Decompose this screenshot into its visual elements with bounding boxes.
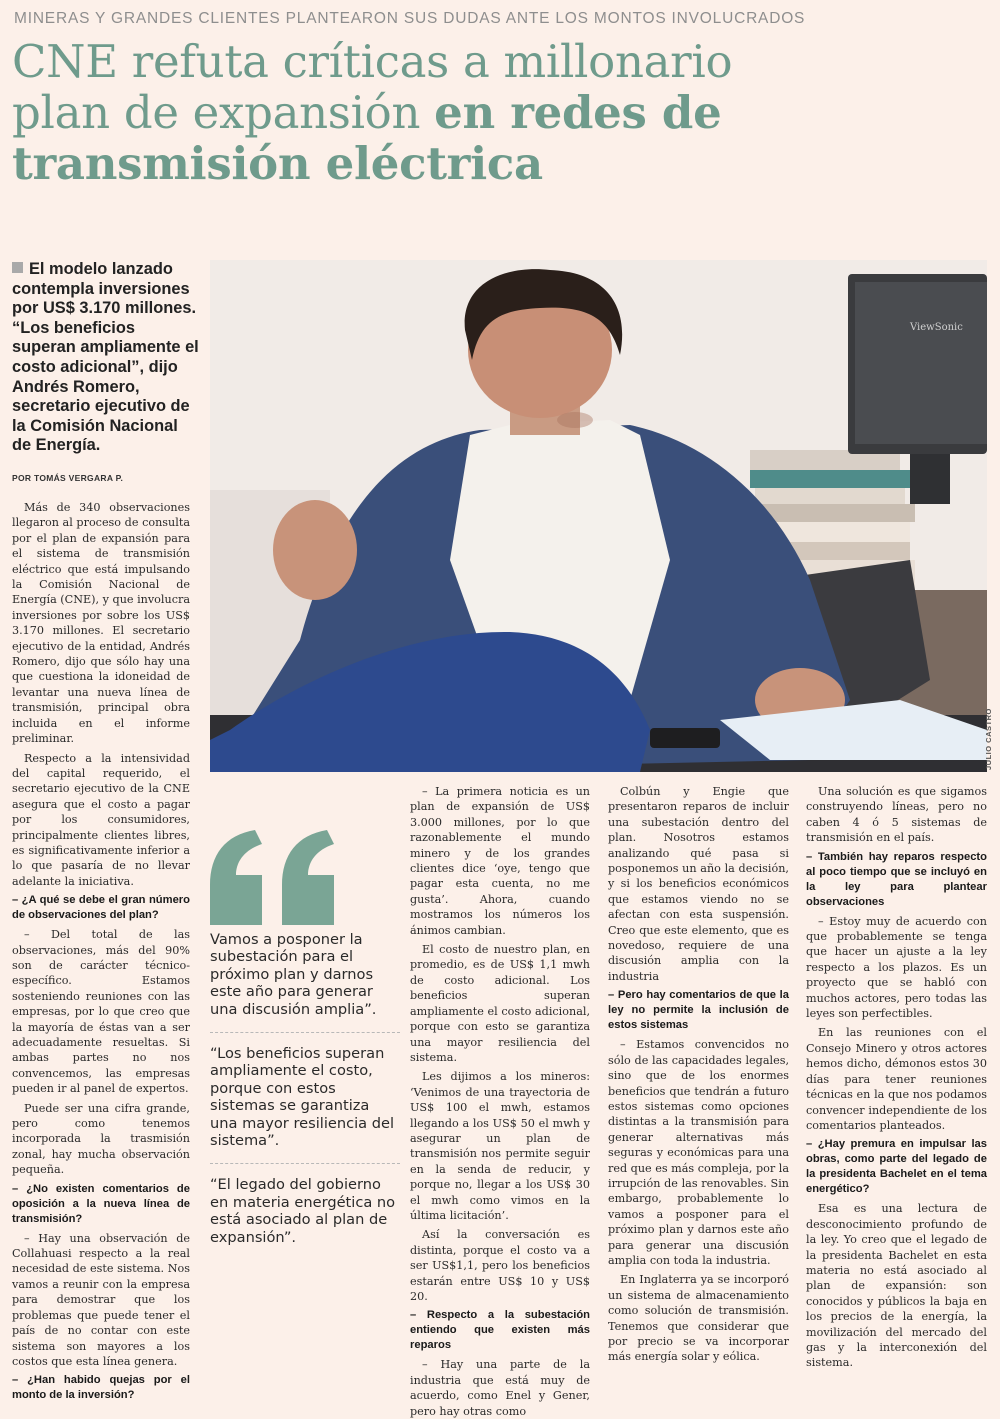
pullquote-area (210, 830, 400, 1260)
pullquote-3: “El legado del gobierno en materia energética no está asociado al plan de expansión”. (210, 1176, 396, 1246)
body-paragraph: Respecto a la intensividad del capital requerido, el secretario ejecutivo de la CNE asegura que el costo a pagar por los consumidores, principalmente clientes libres, es significativamente inferior a lo que pasaría de no llevar adelante la iniciativa. (12, 751, 190, 888)
byline: POR TOMÁS VERGARA P. (12, 473, 124, 483)
body-paragraph: En Inglaterra ya se incorporó un sistema de almacenamiento como solución de transmisión. Tenemos que considerar que por precio se va incorporar más energía solar y eólica. (608, 1273, 789, 1364)
interview-photo-illustration (210, 260, 987, 772)
interview-question: – Pero hay comentarios de que la ley no permite la inclusión de estos sistemas (608, 989, 789, 1032)
body-column-1 (12, 500, 190, 1402)
body-paragraph: Una solución es que sigamos construyendo líneas, pero no caben 4 ó 5 sistemas de transmisión en el país. (806, 785, 987, 845)
interview-question: – ¿Hay premura en impulsar las obras, como parte del legado de la presidenta Bachelet en el tema energético? (806, 1138, 987, 1196)
lede (12, 260, 200, 456)
headline-light-part: plan de expansión (12, 86, 435, 139)
body-paragraph: – La primera noticia es un plan de expansión de US$ 3.000 millones, por lo que razonablemente el mundo minero y de los grandes clientes dice ‘oye, tengo que pagar esta cuenta, no me gusta’. Ahora, cuando mostramos los números los ánimos cambian. (410, 785, 590, 937)
body-paragraph: Así la conversación es distinta, porque el costo va a ser US$1,1, pero los beneficios estarán entre US$ 10 y US$ 20. (410, 1228, 590, 1303)
headline-line-1: CNE refuta críticas a millonario (12, 35, 733, 88)
body-column-3 (410, 784, 590, 1418)
interview-question: – ¿No existen comentarios de oposición a la nueva línea de transmisión? (12, 1182, 190, 1225)
photo-credit: JULIO CASTRO (984, 708, 993, 770)
square-bullet-icon (12, 262, 23, 273)
body-paragraph: En las reuniones con el Consejo Minero y otros actores hemos dicho, démonos estos 30 días para tener reuniones técnicas en la que nos podamos convencer independiente de los comentarios planteados. (806, 1026, 987, 1132)
body-paragraph: – Hay una observación de Collahuasi respecto a la real necesidad de este sistema. Nos vamos a reunir con la empresa para demostrar que los problemas que puede tener el país de no contar con este sistema son mayores a los costos que esta línea genera. (12, 1231, 190, 1368)
interview-photo (210, 260, 987, 772)
body-paragraph: – Del total de las observaciones, más del 90% son de carácter técnico-específico. Estamos sosteniendo reuniones con las empresas, por lo que creo que la mayoría de éstas van a ser adecuadamente resueltas. Si ambas partes no nos convencemos, las empresas pueden ir al panel de expertos. (12, 928, 190, 1096)
headline-line-2 (12, 87, 987, 138)
interview-question: – También hay reparos respecto al poco tiempo que se incluyó en la ley para plantear observaciones (806, 850, 987, 908)
lede-text: El modelo lanzado contempla inversiones por US$ 3.170 millones. “Los beneficios superan ampliamente el costo adicional”, dijo Andrés Romero, secretario ejecutivo de la Comisión Nacional de Energía. (12, 260, 199, 455)
headline (12, 36, 987, 189)
interview-question: – Respecto a la subestación entiendo que existen más reparos (410, 1309, 590, 1352)
headline-bold-part: en redes de (434, 86, 722, 139)
monitor-brand: ViewSonic (910, 322, 963, 333)
kicker: MINERAS Y GRANDES CLIENTES PLANTEARON SUS DUDAS ANTE LOS MONTOS INVOLUCRADOS (14, 10, 806, 27)
interview-question: – ¿A qué se debe el gran número de observaciones del plan? (12, 894, 190, 922)
body-column-5 (806, 784, 987, 1370)
body-paragraph: Más de 340 observaciones llegaron al proceso de consulta por el plan de expansión para el sistema de transmisión eléctrico que está impulsando la Comisión Nacional de Energía (CNE), y que involucra inversiones por sobre los US$ 3.170 millones. El secretario ejecutivo de la entidad, Andrés Romero, dijo que sólo hay una que cuestiona la idoneidad de levantar una nueva línea de transmisión, principal obra incluida en el informe preliminar. (12, 501, 190, 746)
quotation-mark-icon (210, 830, 340, 925)
interview-question: – ¿Han habido quejas por el monto de la inversión? (12, 1374, 190, 1402)
body-paragraph: – Hay una parte de la industria que está muy de acuerdo, como Enel y Gener, pero hay otras como (410, 1358, 590, 1418)
body-paragraph: – Estamos convencidos no sólo de las capacidades legales, sino que de los enormes beneficios que tendrán a futuro estos sistemas como opciones distintas a la transmisión para generar alternativas más seguras y económicas para una red que es más compleja, por la irrupción de las renovables. Sin embargo, probablemente lo vamos a posponer para el próximo plan y darnos este año para generar una discusión amplia con toda la industria. (608, 1038, 789, 1267)
body-paragraph: Les dijimos a los mineros: ‘Venimos de una trayectoria de US$ 100 el mwh, estamos llegando a los US$ 50 el mwh y asegurar un plan de transmisión nos permite seguir en la senda de reducir, y porque no, llegar a los US$ 30 el mwh como vimos en la última licitación’. (410, 1070, 590, 1222)
body-column-4 (608, 784, 789, 1364)
body-paragraph: El costo de nuestro plan, en promedio, es de US$ 1,1 mwh de costo adicional. Los beneficios superan ampliamente el costo adicional, porque con esto se garantiza una mayor resiliencia del sistema. (410, 943, 590, 1064)
body-paragraph: – Estoy muy de acuerdo con que probablemente se tenga que hacer un ajuste a la ley respecto a los plazos. Es un proyecto que se habló con muchos actores, pero todas las leyes son perfectibles. (806, 914, 987, 1021)
headline-line-3 (12, 138, 987, 189)
body-paragraph: Esa es una lectura de desconocimiento profundo de la ley. Yo creo que el legado de la presidenta Bachelet en esta materia no está asociado al plan de expansión: son conocidos y públicos la baja en los precios de la energía, la movilización del mercado del gas y la interconexión del sistema. (806, 1202, 987, 1370)
body-paragraph: Colbún y Engie que presentaron reparos de incluir una subestación dentro del plan. Nosotros estamos analizando qué pasa si posponemos un año la decisión, y si los beneficios económicos que estamos viendo no se afectan con esta suspensión. Creo que este elemento, que es novedoso, requiere de una discusión amplia con la industria (608, 785, 789, 983)
body-paragraph: Puede ser una cifra grande, pero como tenemos incorporada la trasmisión zonal, hay mucha observación pequeña. (12, 1101, 190, 1177)
pullquote-2: “Los beneficios superan ampliamente el costo, porque con estos sistemas se garantiza una mayor resiliencia del sistema”. (210, 1033, 400, 1164)
headline-bold-line: transmisión eléctrica (12, 137, 543, 190)
pullquote-1: Vamos a posponer la subestación para el próximo plan y darnos este año para generar una discusión amplia”. (210, 925, 400, 1033)
